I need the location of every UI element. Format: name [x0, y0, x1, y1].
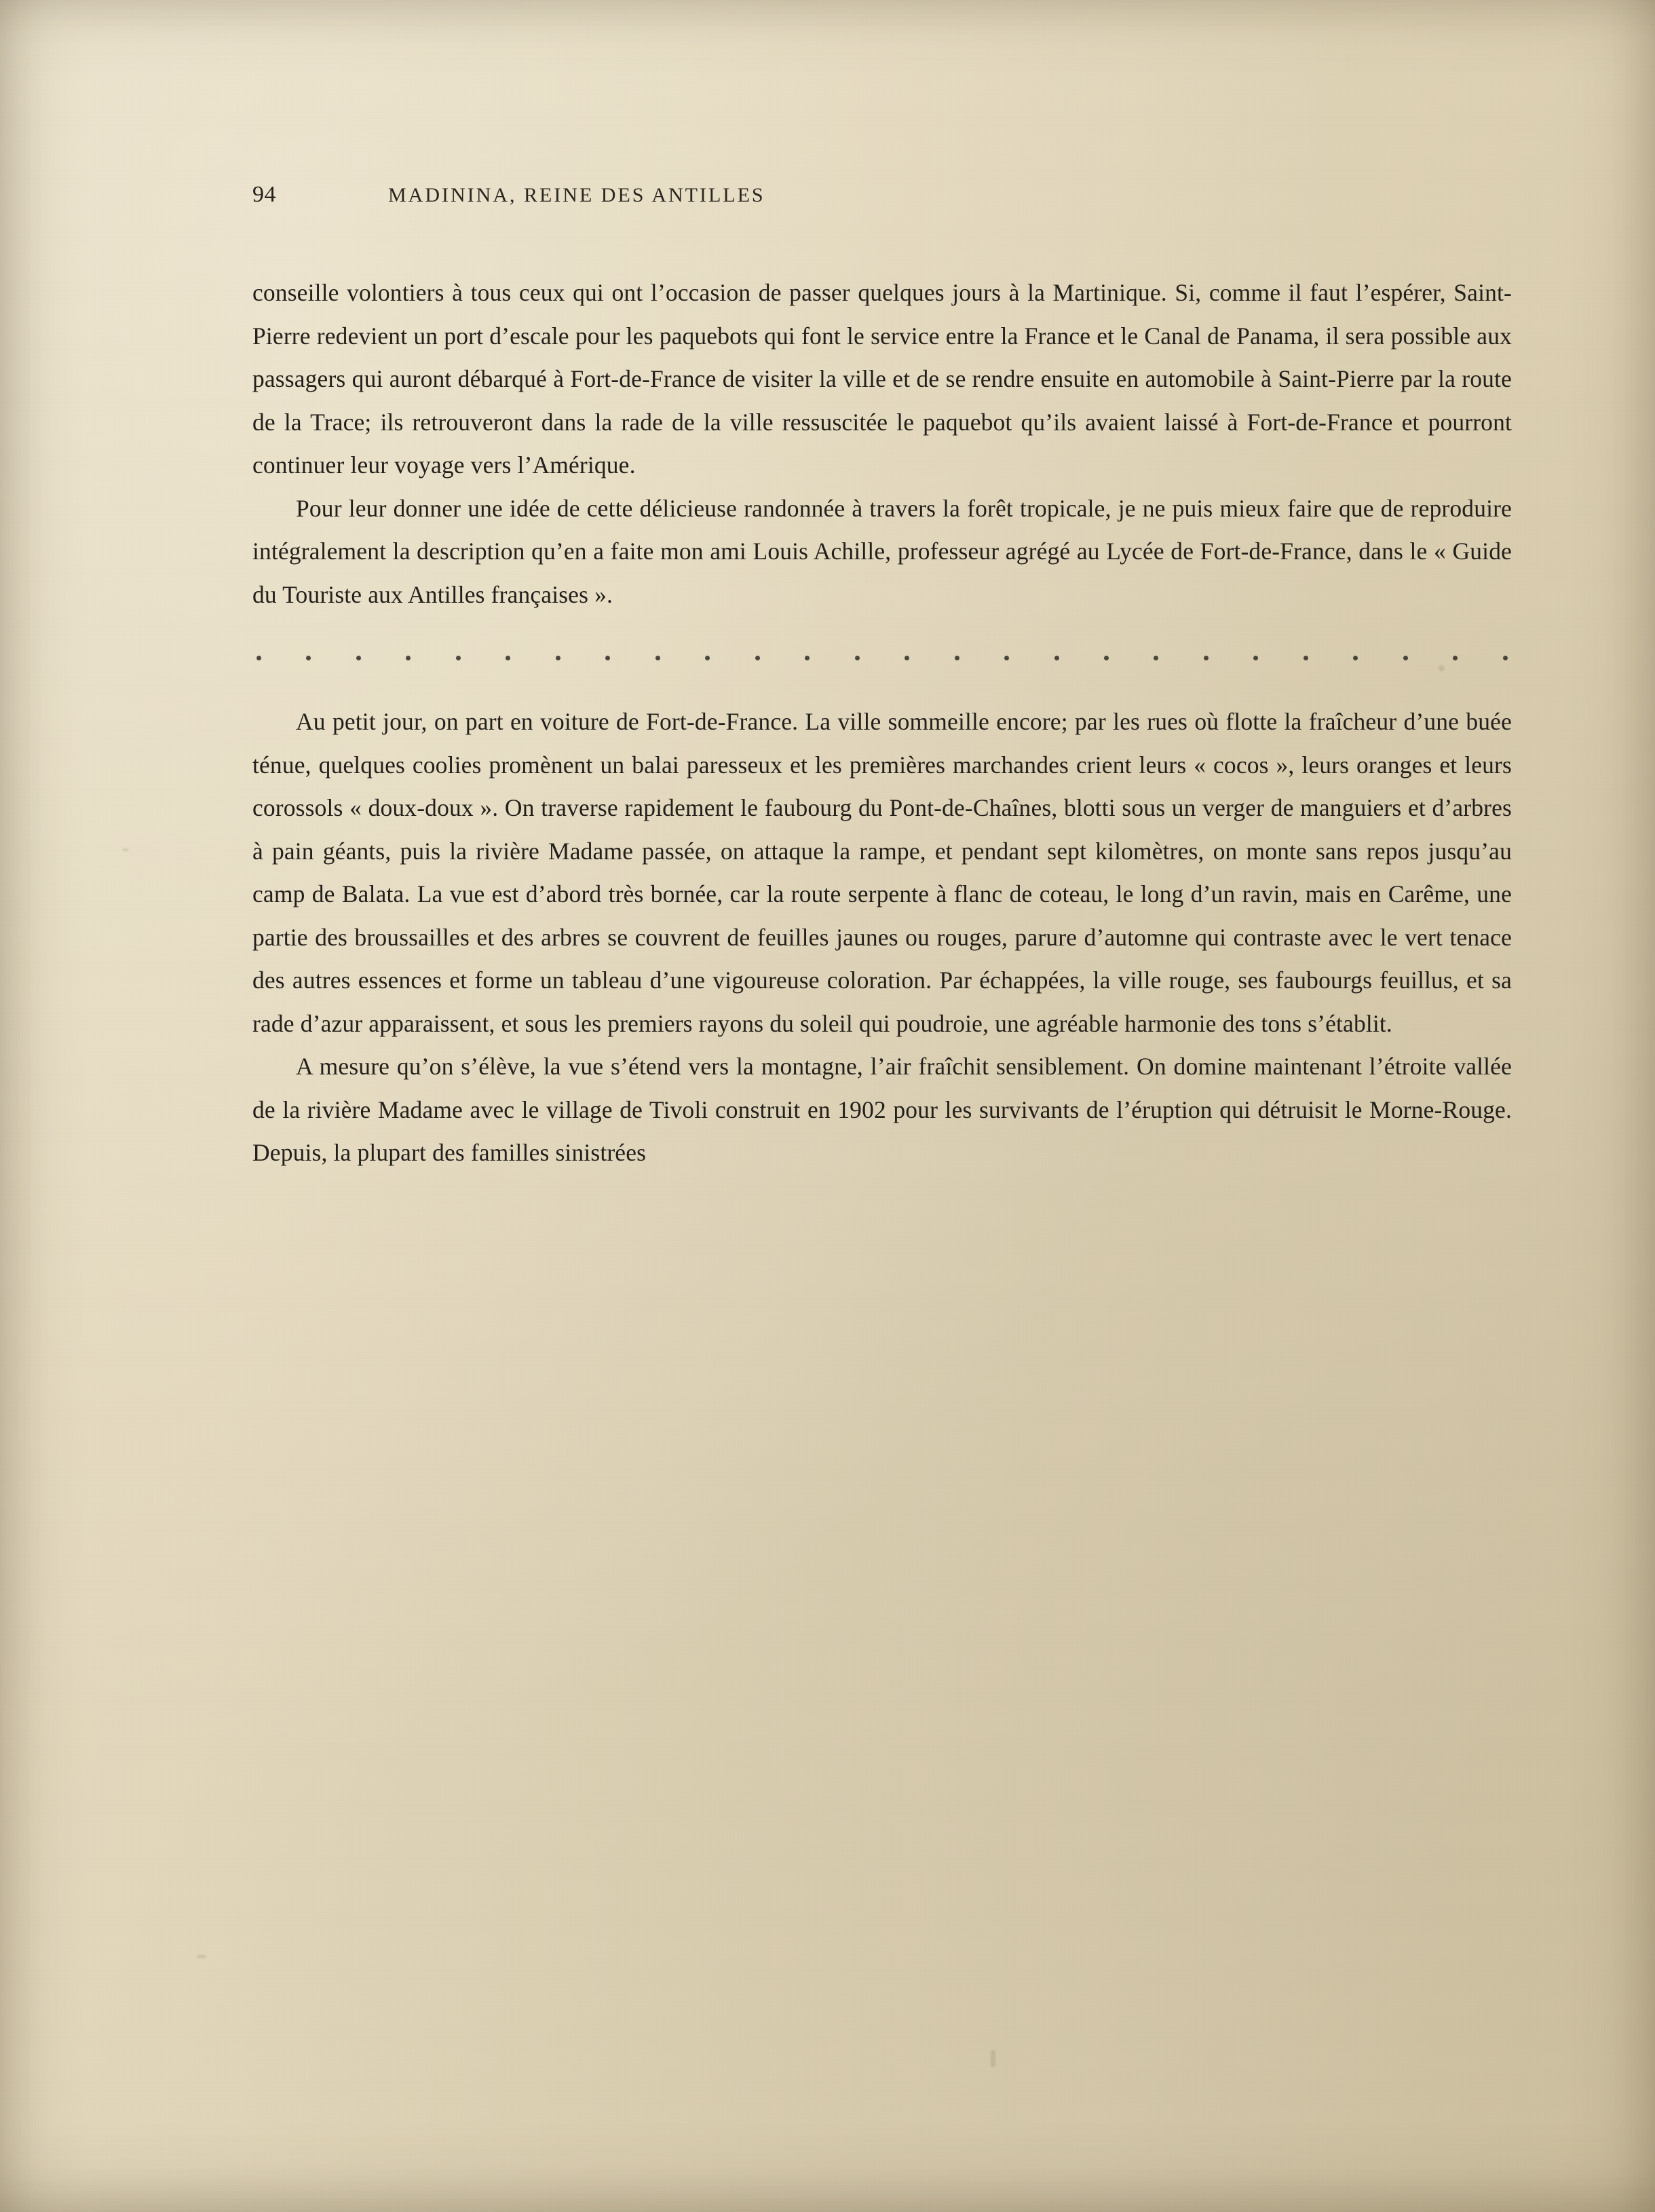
paragraph-3: Au petit jour, on part en voiture de Fort-de-France. La ville sommeille encore; par les rues où flotte la fraîcheur d’une buée ténue, quelques coolies promènent un balai paresseux et les premières marchandes crient leurs « cocos », leurs oranges et leurs corossols « doux-doux ». On traverse rapidement le faubourg du Pont-de-Chaînes, blotti sous un verger de manguiers et d’arbres à pain géants, puis la rivière Madame passée, on attaque la rampe, et pendant sept kilomètres, on monte sans repos jusqu’au camp de Balata. La vue est d’abord très bornée, car la route serpente à flanc de coteau, le long d’un ravin, mais en Carême, une partie des broussailles et des arbres se couvrent de feuilles jaunes ou rouges, parure d’automne qui contraste avec le vert tenace des autres essences et forme un tableau d’une vigoureuse coloration. Par échappées, la ville rouge, ses faubourgs feuillus, et sa rade d’azur apparaissent, et sous les premiers rayons du soleil qui poudroie, une agréable harmonie des tons s’établit. — [252, 708, 1512, 1037]
separator-dot — [556, 656, 560, 660]
separator-dot — [905, 656, 909, 660]
dot-leader-separator — [252, 646, 1512, 669]
separator-dot — [805, 656, 810, 660]
separator-dot — [955, 656, 959, 660]
separator-dot — [1453, 656, 1458, 660]
text-block — [252, 182, 1512, 1175]
separator-dot — [855, 656, 860, 660]
paragraph-2: Pour leur donner une idée de cette délicieuse randonnée à travers la forêt tropicale, je ne puis mieux faire que de reproduire intégralement la description qu’en a faite mon ami Louis Achille, professeur agrégé au Lycée de Fort-de-France, dans le « Guide du Touriste aux Antilles françaises ». — [252, 494, 1512, 608]
running-head — [252, 182, 1512, 213]
separator-dot — [1054, 656, 1059, 660]
separator-dot — [1004, 656, 1009, 660]
paragraph-4: A mesure qu’on s’élève, la vue s’étend vers la montagne, l’air fraîchit sensiblement. On domine maintenant l’étroite vallée de la rivière Madame avec le village de Tivoli construit en 1902 pour les survivants de l’éruption qui détruisit le Morne-Rouge. Depuis, la plupart des familles sinistrées — [252, 1053, 1512, 1166]
separator-dot — [356, 656, 361, 660]
page-number: 94 — [252, 182, 276, 207]
separator-dot — [456, 656, 461, 660]
separator-dot — [406, 656, 411, 660]
running-head-title: MADININA, REINE DES ANTILLES — [388, 184, 765, 206]
separator-dot — [1154, 656, 1158, 660]
separator-dot — [655, 656, 660, 660]
separator-dot — [1304, 656, 1308, 660]
separator-dot — [605, 656, 610, 660]
separator-dot — [306, 656, 311, 660]
separator-dot — [1503, 656, 1508, 660]
separator-dot — [1204, 656, 1209, 660]
separator-dot — [1403, 656, 1408, 660]
separator-dot — [1104, 656, 1109, 660]
paper-speck — [197, 1955, 206, 1958]
separator-dot — [506, 656, 510, 660]
separator-dot — [755, 656, 760, 660]
separator-dot — [256, 656, 261, 660]
paper-speck — [991, 2050, 995, 2067]
separator-dot — [1353, 656, 1358, 660]
separator-dot — [705, 656, 710, 660]
paragraph-1: conseille volontiers à tous ceux qui ont l’occasion de passer quelques jours à la Martinique. Si, comme il faut l’espérer, Saint-Pierre redevient un port d’escale pour les paquebots qui font le service entre la France et le Canal de Panama, il sera possible aux passagers qui auront débarqué à Fort-de-France de visiter la ville et de se rendre ensuite en automobile à Saint-Pierre par la route de la Trace; ils retrouveront dans la rade de la ville ressuscitée le paquebot qu’ils avaient laissé à Fort-de-France et pourront continuer leur voyage vers l’Amérique. — [252, 279, 1512, 479]
paper-speck — [122, 848, 129, 851]
separator-dot — [1253, 656, 1258, 660]
